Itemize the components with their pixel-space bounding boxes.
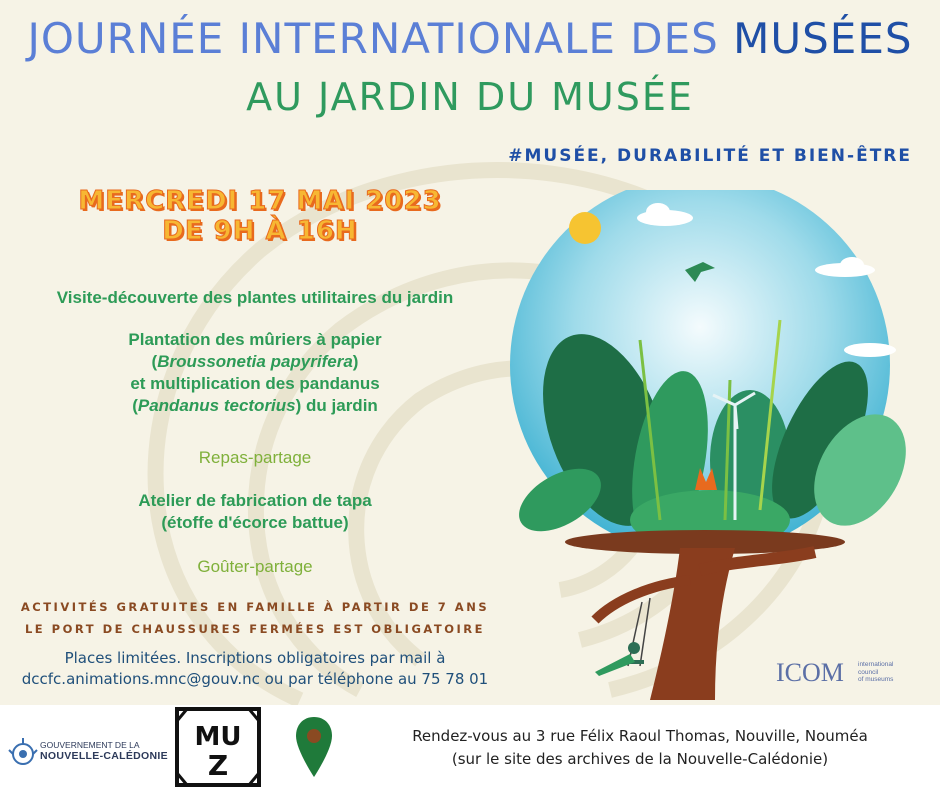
government-logo-text	[40, 740, 168, 762]
note-free: ACTIVITÉS GRATUITES EN FAMILLE À PARTIR DE 7 ANS	[20, 600, 490, 614]
activity-workshop	[0, 490, 510, 534]
main-title	[0, 14, 940, 63]
registration-line2[interactable]: dccfc.animations.mnc@gouv.nc ou par téléphone au 75 78 01	[21, 670, 489, 688]
map-pin-icon	[294, 715, 334, 779]
title-part2: MUSÉES	[733, 14, 913, 63]
icom-line3: of museums	[858, 676, 894, 683]
muz-logo-mu: MU	[194, 722, 242, 752]
sun-icon	[569, 212, 601, 244]
icom-line2: council	[858, 668, 879, 676]
plantation-line2: (Broussonetia papyrifera)	[151, 352, 359, 371]
address-line2: (sur le site des archives de la Nouvelle-Calédonie)	[451, 750, 829, 768]
address-line1: Rendez-vous au 3 rue Félix Raoul Thomas, Nouville, Nouméa	[412, 727, 868, 745]
activity-plantation	[0, 329, 510, 417]
workshop-line2: (étoffe d'écorce battue)	[161, 513, 349, 532]
plantation-line1: Plantation des mûriers à papier	[128, 330, 382, 349]
muz-logo-z: Z	[207, 749, 229, 782]
swinging-child	[595, 642, 644, 676]
government-emblem-icon	[8, 734, 38, 774]
muz-logo	[175, 707, 261, 787]
workshop-line1: Atelier de fabrication de tapa	[138, 491, 372, 510]
latin-name-broussonetia: Broussonetia papyrifera	[157, 352, 353, 371]
registration-line1: Places limitées. Inscriptions obligatoires par mail à	[64, 649, 446, 667]
gov-line2: NOUVELLE-CALÉDONIE	[40, 750, 168, 762]
icom-logo-text: ICOM	[776, 658, 844, 687]
latin-name-pandanus: Pandanus tectorius	[137, 396, 296, 415]
event-date: MERCREDI 17 MAI 2023	[78, 186, 442, 216]
plantation-line3: et multiplication des pandanus	[130, 374, 380, 393]
activity-meal: Repas-partage	[198, 448, 312, 467]
event-date-block	[40, 186, 480, 246]
registration-info	[0, 648, 510, 690]
tree-illustration	[500, 190, 940, 700]
hashtag: #MUSÉE, DURABILITÉ ET BIEN-ÊTRE	[508, 146, 912, 166]
note-shoes: LE PORT DE CHAUSSURES FERMÉES EST OBLIGATOIRE	[24, 622, 485, 636]
subtitle: AU JARDIN DU MUSÉE	[246, 75, 694, 119]
event-hours: DE 9H À 16H	[162, 216, 358, 246]
activity-snack: Goûter-partage	[197, 557, 313, 576]
icom-line1: international	[858, 661, 894, 668]
plantation-line4: (Pandanus tectorius) du jardin	[132, 396, 378, 415]
plantation-suffix: du jardin	[301, 396, 378, 415]
address-block	[360, 725, 920, 771]
gov-line1: GOUVERNEMENT DE LA	[40, 740, 140, 750]
activity-visit: Visite-découverte des plantes utilitaires du jardin	[56, 288, 454, 307]
icom-caption	[858, 661, 893, 684]
icom-logo	[776, 657, 856, 694]
title-part1: JOURNÉE INTERNATIONALE DES	[27, 14, 719, 63]
